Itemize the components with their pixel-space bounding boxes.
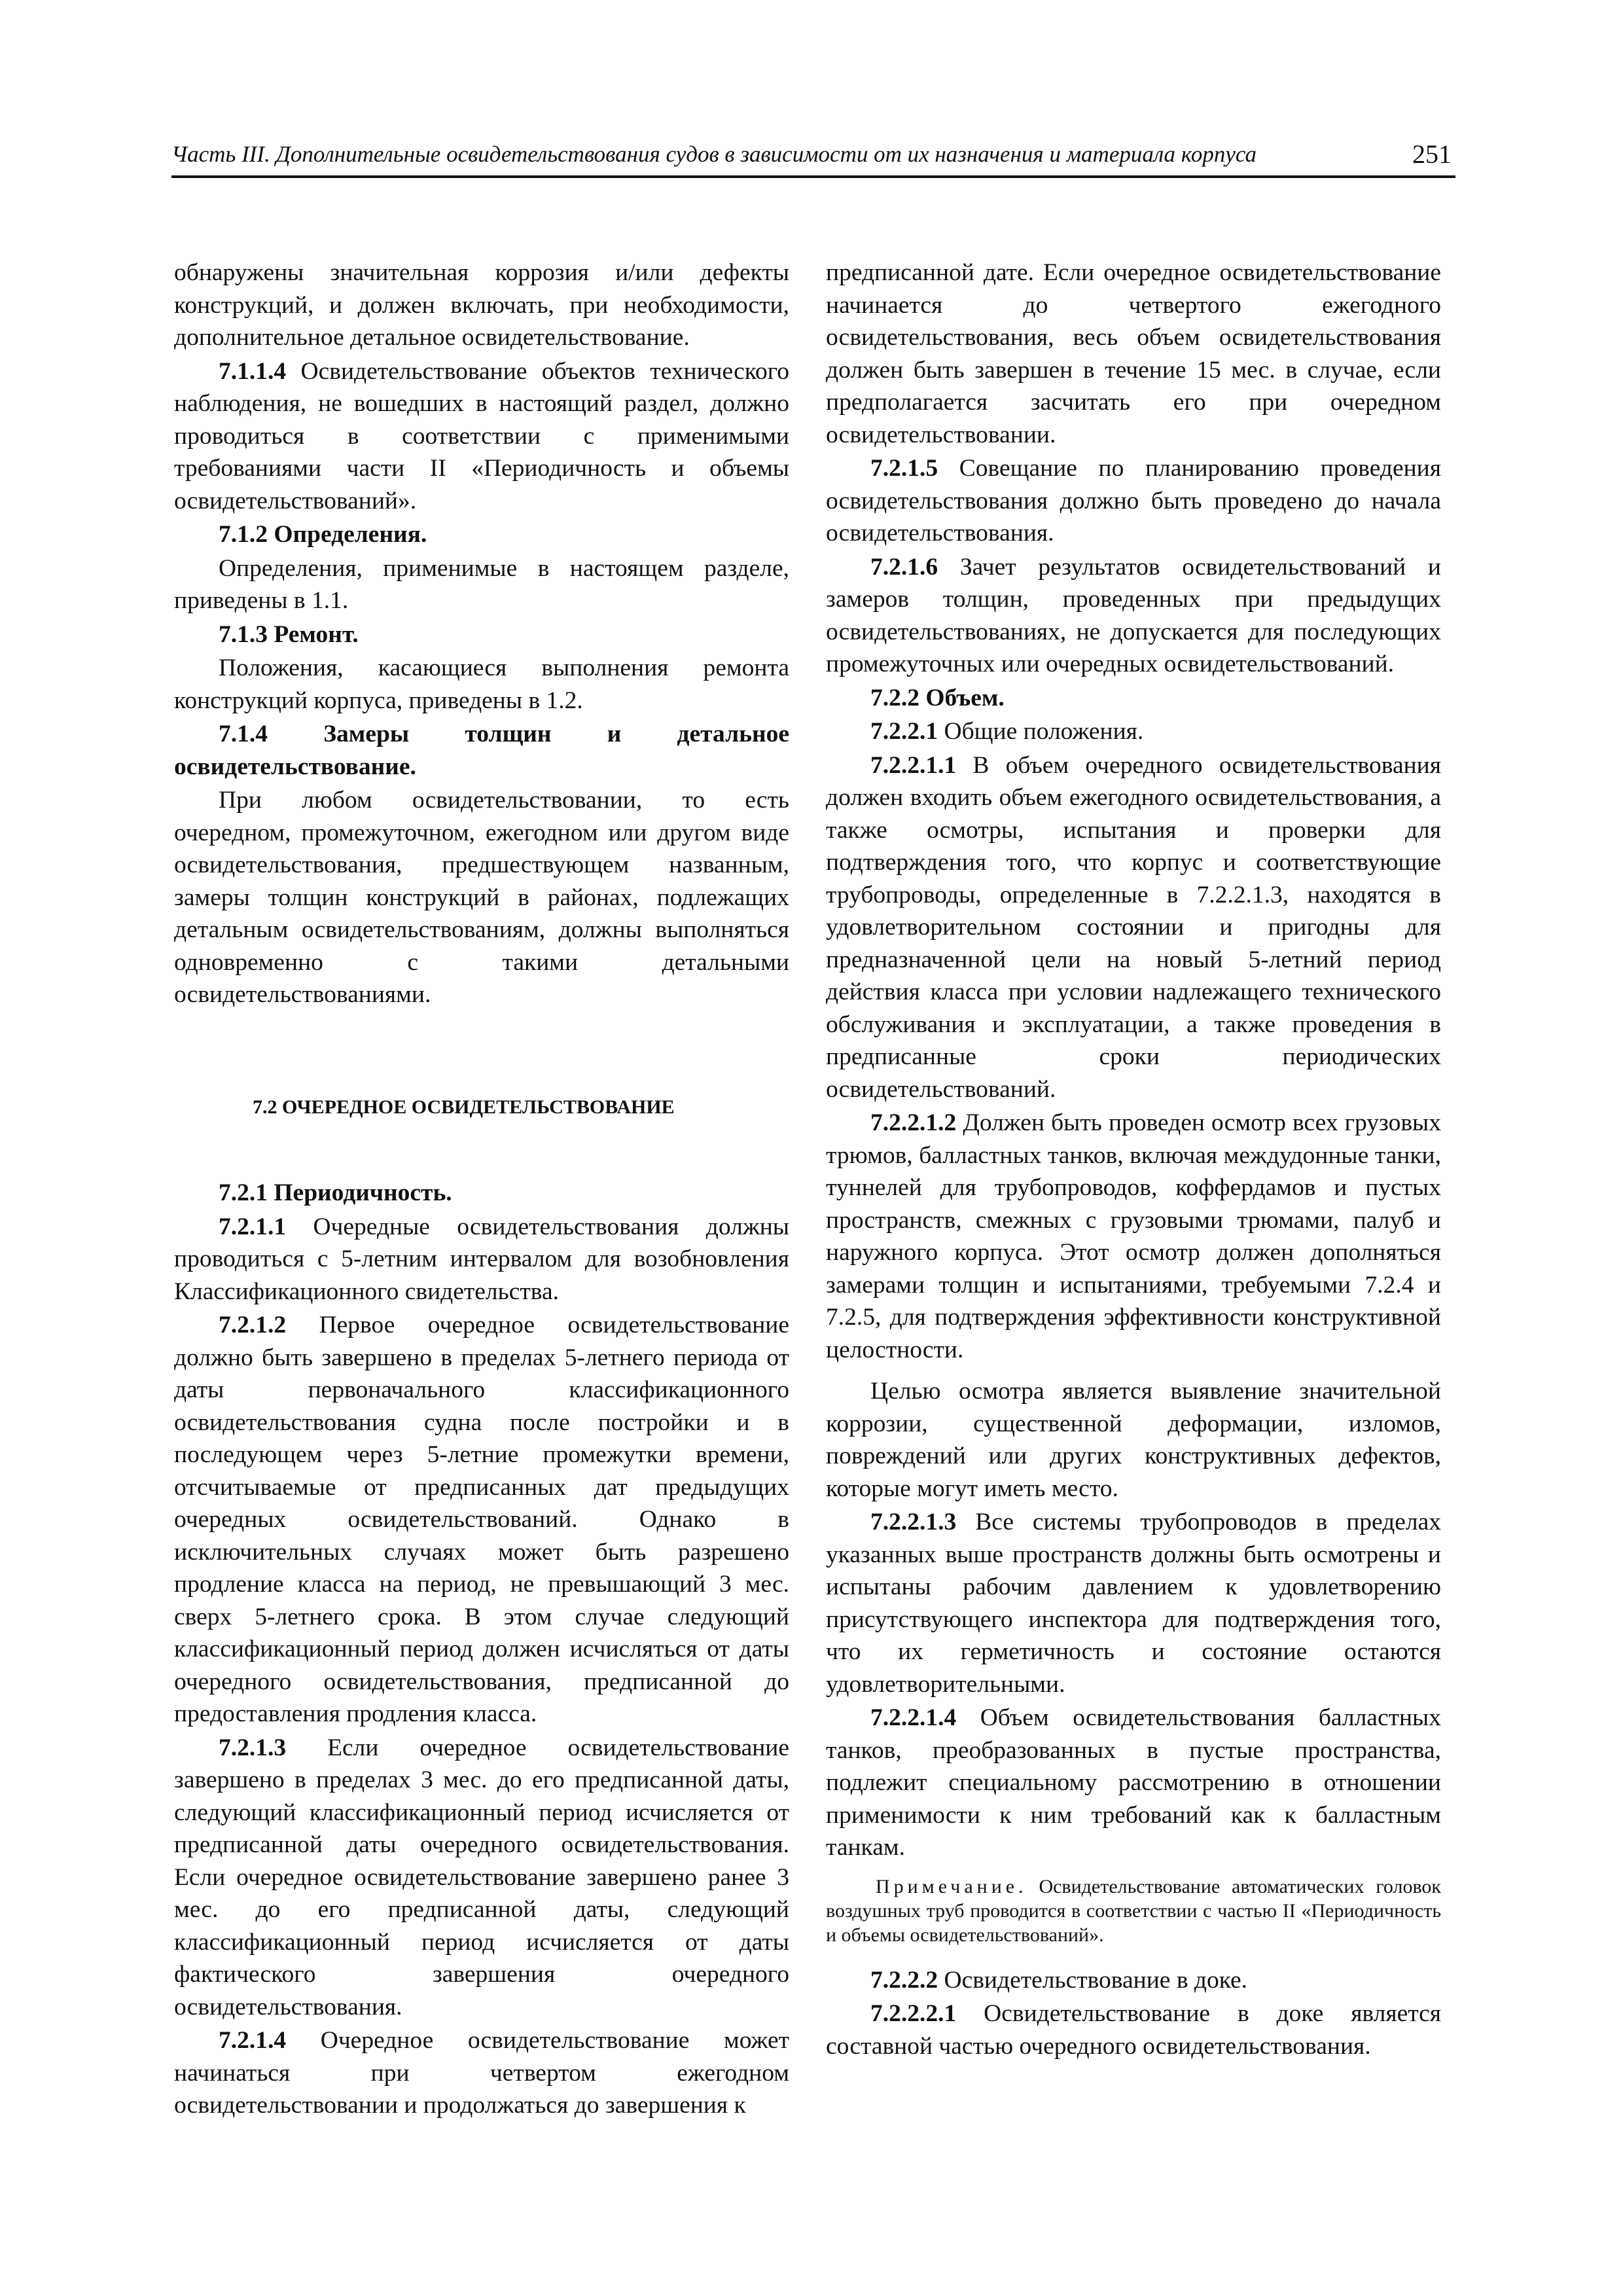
- clause-text: Объем освидетельствования балластных танков, преобразованных в пустые пространства, подлежит специальному рассмотрению в отношении применимости к ним требований как к балластным танкам.: [826, 1704, 1441, 1861]
- clause-text: Очередные освидетельствования должны проводиться с 5-летним интервалом для возобновления Классификационного свидетельства.: [174, 1213, 789, 1305]
- subsection-heading: [174, 718, 789, 783]
- clause-number: 7.2.1.6: [870, 553, 938, 581]
- running-header: [171, 139, 1455, 178]
- clause-number: 7.2.2.2: [870, 1966, 938, 1994]
- clause-number: 7.2.1.2: [219, 1312, 287, 1338]
- clause-text: Освидетельствование в доке является составной частью очередного освидетельствования.: [826, 2000, 1441, 2060]
- paragraph: [174, 1309, 789, 1731]
- clause-text: Должен быть проведен осмотр всех грузовых трюмов, балластных танков, включая междудонные танки, туннелей для трубопроводов, коффердамов и пустых пространств, смежных с грузовыми трюмами, палуб и наружного корпуса. Этот осмотр должен дополняться замерами толщин и испытаниями, требуемыми 7.2.4 и 7.2.5, для подтверждения эффективности конструктивной целостности.: [826, 1109, 1441, 1363]
- clause-number: 7.2.1.1: [219, 1213, 287, 1240]
- heading-text: 7.1.3 Ремонт.: [219, 620, 359, 648]
- paragraph: [826, 1506, 1441, 1700]
- subsection-heading: [826, 682, 1441, 715]
- clause-text: Если очередное освидетельствование завершено в пределах 3 мес. до его предписанной даты, следующий классификационный период исчисляется от предписанной даты очередного освидетельствования. Если очередное освидетельствование завершено ранее 3 мес. до его предписанной даты, следующий классификационный период исчисляется от даты фактического завершения очередного освидетельствования.: [174, 1734, 789, 2020]
- heading-text: 7.1.4 Замеры толщин и детальное освидетельствование.: [174, 721, 789, 780]
- left-column: [174, 257, 789, 2123]
- paragraph: Положения, касающиеся выполнения ремонта конструкций корпуса, приведены в 1.2.: [174, 655, 789, 714]
- subsection-heading: [174, 518, 789, 551]
- clause-text: Все системы трубопроводов в пределах указанных выше пространств должны быть осмотрены и испытаны рабочим давлением к удовлетворению присутствующего инспектора для подтверждения того, что их герметичность и состояние остаются удовлетворительными.: [826, 1509, 1441, 1698]
- clause-number: 7.2.2.2.1: [870, 2000, 957, 2027]
- clause-text: Освидетельствование в доке.: [938, 1966, 1248, 1994]
- paragraph: [174, 1732, 789, 2024]
- paragraph: [174, 355, 789, 518]
- heading-text: 7.2.2 Объем.: [870, 684, 1005, 711]
- paragraph: [826, 551, 1441, 681]
- clause-number: 7.1.1.4: [219, 357, 287, 385]
- note-text: Освидетельствование автоматических головок воздушных труб проводится в соответствии с частью II «Периодичность и объемы освидетельствований».: [826, 1875, 1441, 1946]
- heading-text: 7.2.1 Периодичность.: [219, 1179, 452, 1206]
- paragraph: При любом освидетельствовании, то есть очередном, промежуточном, ежегодном или другом виде освидетельствования, предшествующем названным, замеры толщин конструкций в районах, подлежащих детальным освидетельствованиям, должны выполняться одновременно с такими детальными освидетельствованиями.: [174, 787, 789, 1008]
- subsection-heading: [174, 619, 789, 651]
- paragraph: [826, 715, 1441, 748]
- heading-text: 7.1.2 Определения.: [219, 521, 427, 548]
- right-column: [826, 257, 1441, 2064]
- note: [826, 1874, 1441, 1947]
- clause-text: Совещание по планированию проведения освидетельствования должно быть проведено до начала освидетельствования.: [826, 455, 1441, 547]
- paragraph: [826, 452, 1441, 550]
- paragraph: [826, 1702, 1441, 1864]
- clause-text: Первое очередное освидетельствование должно быть завершено в пределах 5-летнего периода от даты первоначального классификационного освидетельствования судна после постройки и в последующем через 5-летние промежутки времени, отсчитываемые от предписанных дат предыдущих очередных освидетельствований. Однако в исключительных случаях может быть разрешено продление класса на период, не превышающий 3 мес. сверх 5-летнего срока. В этом случае следующий классификационный период должен исчисляться от даты очередного освидетельствования, предписанной до предоставления продления класса.: [174, 1312, 789, 1727]
- paragraph: [826, 749, 1441, 1106]
- clause-number: 7.2.1.5: [870, 455, 938, 482]
- paragraph: [174, 2024, 789, 2122]
- clause-number: 7.2.2.1.1: [870, 751, 957, 779]
- clause-number: 7.2.2.1.2: [870, 1109, 957, 1136]
- running-title: Часть III. Дополнительные освидетельствования судов в зависимости от их назначения и материала корпуса: [171, 141, 1257, 167]
- clause-text: Зачет результатов освидетельствований и замеров толщин, проведенных при предыдущих освидетельствованиях, не допускается для последующих промежуточных или очередных освидетельствований.: [826, 553, 1441, 677]
- paragraph: [826, 1998, 1441, 2062]
- paragraph: обнаружены значительная коррозия и/или дефекты конструкций, и должен включать, при необходимости, дополнительное детальное освидетельствование.: [174, 259, 789, 351]
- note-label: Примечание.: [876, 1875, 1027, 1897]
- section-title: 7.2 ОЧЕРЕДНОЕ ОСВИДЕТЕЛЬСТВОВАНИЕ: [253, 1096, 675, 1118]
- paragraph: [826, 1107, 1441, 1366]
- clause-text: Общие положения.: [938, 718, 1144, 745]
- clause-text: В объем очередного освидетельствования должен входить объем ежегодного освидетельствования, а также осмотры, испытания и проверки для подтверждения того, что корпус и соответствующие трубопроводы, определенные в 7.2.2.1.3, находятся в удовлетворительном состоянии и пригодны для предназначенной цели на новый 5-летний период действия класса при условии надлежащего технического обслуживания и эксплуатации, а также проведения в предписанные сроки периодических освидетельствований.: [826, 751, 1441, 1103]
- clause-text: Очередное освидетельствование может начинаться при четвертом ежегодном освидетельствовании и продолжаться до завершения к: [174, 2027, 789, 2119]
- clause-number: 7.2.1.3: [219, 1734, 287, 1761]
- clause-text: Освидетельствование объектов технического наблюдения, не вошедших в настоящий раздел, должно проводиться в соответствии с применимыми требованиями части II «Периодичность и объемы освидетельствований».: [174, 357, 789, 514]
- paragraph: Целью осмотра является выявление значительной коррозии, существенной деформации, изломов, повреждений или других конструктивных дефектов, которые могут иметь место.: [826, 1378, 1441, 1502]
- paragraph: Определения, применимые в настоящем разделе, приведены в 1.1.: [174, 554, 789, 614]
- paragraph: предписанной дате. Если очередное освидетельствование начинается до четвертого ежегодного освидетельствования, весь объем освидетельствования должен быть завершен в течение 15 мес. в случае, если предполагается засчитать его при очередном освидетельствовании.: [826, 259, 1441, 448]
- page-number: 251: [1412, 139, 1452, 169]
- subsection-heading: [174, 1177, 789, 1210]
- clause-number: 7.2.2.1: [870, 718, 938, 745]
- paragraph: [174, 1211, 789, 1308]
- clause-number: 7.2.2.1.4: [870, 1704, 957, 1731]
- clause-number: 7.2.2.1.3: [870, 1509, 957, 1535]
- clause-number: 7.2.1.4: [219, 2027, 287, 2054]
- paragraph: [826, 1964, 1441, 1997]
